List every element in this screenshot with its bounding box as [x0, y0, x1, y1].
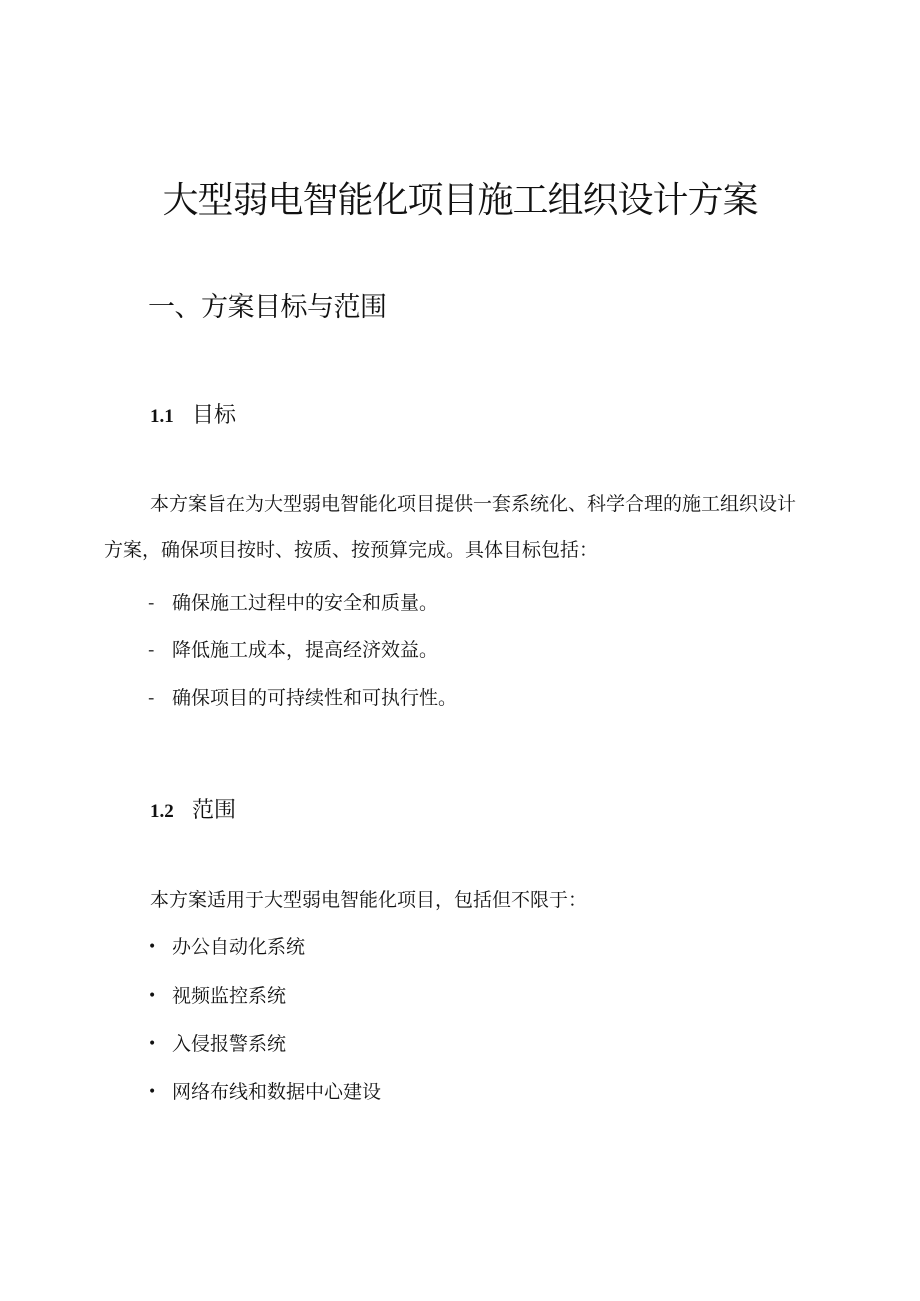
list-item	[148, 932, 305, 959]
bullet-marker: •	[148, 939, 157, 955]
scope-paragraph: 本方案适用于大型弱电智能化项目，包括但不限于：	[150, 889, 588, 911]
list-item	[148, 1029, 286, 1056]
list-item-text: 视频监控系统	[172, 985, 287, 1007]
list-item-text: 网络布线和数据中心建设	[172, 1081, 382, 1103]
list-item	[148, 1077, 381, 1104]
list-item-text: 降低施工成本，提高经济效益。	[172, 639, 439, 661]
list-item	[148, 981, 286, 1008]
list-item	[148, 683, 457, 710]
bullet-marker: •	[148, 1036, 157, 1052]
list-dash-marker: -	[148, 592, 155, 614]
list-dash-marker: -	[148, 687, 155, 709]
list-item-text: 入侵报警系统	[172, 1033, 287, 1055]
subsection-number: 1.1	[150, 406, 174, 427]
goal-paragraph: 本方案旨在为大型弱电智能化项目提供一套系统化、科学合理的施工组织设计方案，确保项目按时、按质、按预算完成。具体目标包括：	[104, 493, 797, 561]
list-dash-marker: -	[148, 639, 155, 661]
document-title: 大型弱电智能化项目施工组织设计方案	[162, 180, 758, 221]
list-item-text: 确保项目的可持续性和可执行性。	[172, 687, 458, 709]
bullet-marker: •	[148, 988, 157, 1004]
list-item	[148, 635, 438, 662]
list-item-text: 确保施工过程中的安全和质量。	[172, 592, 439, 614]
section-heading: 一、方案目标与范围	[148, 292, 387, 323]
subsection-number: 1.2	[150, 801, 174, 822]
bullet-marker: •	[148, 1084, 157, 1100]
list-item	[148, 588, 438, 615]
subsection-heading-scope	[150, 793, 236, 824]
subsection-title: 范围	[192, 798, 237, 823]
list-item-text: 办公自动化系统	[172, 936, 306, 958]
subsection-heading-goal	[150, 398, 236, 429]
subsection-title: 目标	[192, 403, 237, 428]
